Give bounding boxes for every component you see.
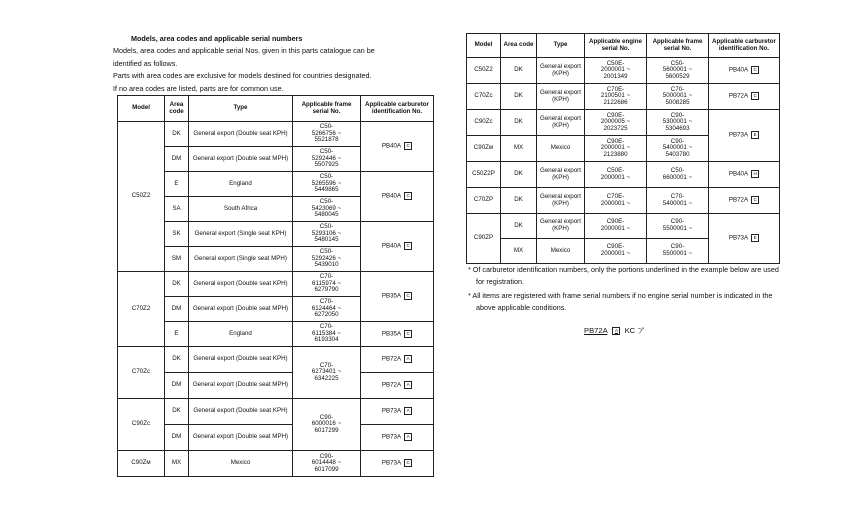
carb-cell: PB73A E (709, 214, 780, 264)
carb-cell: PB73A E (709, 110, 780, 162)
carb-mark-icon: C (404, 242, 412, 250)
model-cell: C50Z2 (118, 122, 165, 272)
serial-cell: C90- 6014448 ~ 6017099 (293, 451, 361, 477)
carb-mark-icon: A (404, 407, 412, 415)
serial-cell: C70- 6115974 ~ 6279790 (293, 272, 361, 297)
header-type: Type (189, 96, 293, 122)
table-header-row (118, 96, 434, 122)
frame-serial-cell: C90- 5400001 ~ 5403780 (647, 136, 709, 162)
model-cell: C70ZP (467, 188, 501, 214)
model-cell: C90Zм (467, 136, 501, 162)
serial-cell: C70- 6124464 ~ 6272050 (293, 297, 361, 322)
header-type: Type (537, 34, 585, 58)
header-engine-serial: Applicable engine serial No. (585, 34, 647, 58)
frame-serial-cell: C50- 5600001 ~ 5600529 (647, 58, 709, 84)
area-cell: E (165, 172, 189, 197)
carb-cell: PB40A C (709, 58, 780, 84)
frame-serial-cell: C90- 5500001 ~ (647, 239, 709, 264)
serial-cell: C50- 5266756 ~ 5521878 (293, 122, 361, 147)
carb-cell: PB72A C (709, 188, 780, 214)
intro-text (113, 33, 443, 95)
area-cell: DK (501, 58, 537, 84)
type-cell: General export (Double seat MPH) (189, 373, 293, 399)
area-cell: DK (165, 272, 189, 297)
model-cell: C70Zc (467, 84, 501, 110)
serial-cell: C70- 6273401 ~ 6342225 (293, 347, 361, 399)
area-cell: DK (501, 214, 537, 239)
frame-serial-table (117, 95, 434, 477)
table-row (118, 322, 434, 347)
table-row (467, 58, 780, 84)
carb-cell: PB72A A (361, 373, 434, 399)
header-area-code: Area code (165, 96, 189, 122)
table-row (467, 162, 780, 188)
type-cell: Mexico (189, 451, 293, 477)
table-row (118, 222, 434, 247)
header-area-code: Area code (501, 34, 537, 58)
type-cell: General export (KPH) (537, 84, 585, 110)
type-cell: General export (KPH) (537, 110, 585, 136)
carb-cell: PB40A C (361, 222, 434, 272)
engine-serial-cell: C50E- 2000001 ~ 2001349 (585, 58, 647, 84)
type-cell: General export (Double seat KPH) (189, 272, 293, 297)
frame-serial-cell: C50- 6600001 ~ (647, 162, 709, 188)
carb-cell: PB40A C (361, 122, 434, 172)
type-cell: South Africa (189, 197, 293, 222)
engine-serial-cell: C90E- 2000001 ~ (585, 214, 647, 239)
frame-serial-cell: C70- 5400001 ~ (647, 188, 709, 214)
type-cell: General export (Double seat KPH) (189, 347, 293, 373)
registration-example (584, 325, 645, 336)
area-cell: MX (501, 239, 537, 264)
table-row (118, 451, 434, 477)
type-cell: General export (Double seat KPH) (189, 122, 293, 147)
area-cell: DM (165, 297, 189, 322)
header-carb-id: Applicable carburetor identification No. (709, 34, 780, 58)
table-header-row (467, 34, 780, 58)
serial-cell: C50- 5292426 ~ 5439010 (293, 247, 361, 272)
carb-cell: PB40A C (361, 172, 434, 222)
header-model: Model (118, 96, 165, 122)
carb-mark-icon: C (751, 92, 759, 100)
serial-cell: C50- 5423069 ~ 5480045 (293, 197, 361, 222)
area-cell: DK (501, 162, 537, 188)
frame-serial-cell: C90- 5500001 ~ (647, 214, 709, 239)
intro-line: identified as follows. (113, 58, 178, 68)
table-row (467, 188, 780, 214)
table-row (118, 399, 434, 425)
carb-mark-icon: C (404, 459, 412, 467)
header-frame-serial: Applicable frame serial No. (647, 34, 709, 58)
table-row (118, 172, 434, 197)
intro-line: Parts with area codes are exclusive for models destined for countries designated. (113, 71, 372, 81)
footnote: * All items are registered with frame serial numbers if no engine serial number is indicated in the above applicable conditions. (468, 290, 773, 313)
model-cell: C90ZP (467, 214, 501, 264)
carb-cell: PB35A C (361, 272, 434, 322)
example-mark-icon: A (612, 327, 620, 335)
carb-cell: PB73A C (361, 451, 434, 477)
type-cell: General export (KPH) (537, 188, 585, 214)
type-cell: General export (Double seat MPH) (189, 425, 293, 451)
footnote: * Of carburetor identification numbers, only the portions underlined in the example below are used for registration. (468, 265, 779, 287)
model-cell: C70Zc (118, 347, 165, 399)
carb-mark-icon: A (404, 433, 412, 441)
model-cell: C90Zc (467, 110, 501, 136)
type-cell: Mexico (537, 136, 585, 162)
model-cell: C90Zc (118, 399, 165, 451)
carb-mark-icon: H (751, 170, 759, 178)
model-cell: C50Z2P (467, 162, 501, 188)
table-row (467, 110, 780, 136)
type-cell: General export (KPH) (537, 58, 585, 84)
serial-cell: C50- 5293106 ~ 5480145 (293, 222, 361, 247)
model-cell: C50Z2 (467, 58, 501, 84)
area-cell: DM (165, 373, 189, 399)
carb-cell: PB35A C (361, 322, 434, 347)
carb-mark-icon: C (404, 142, 412, 150)
table-row (467, 84, 780, 110)
carb-cell: PB73A A (361, 425, 434, 451)
intro-heading: Models, area codes and applicable serial numbers (131, 34, 303, 43)
area-cell: DM (165, 425, 189, 451)
engine-serial-cell: C90E- 2000005 ~ 2023725 (585, 110, 647, 136)
carb-mark-icon: C (751, 196, 759, 204)
carb-cell: PB73A A (361, 399, 434, 425)
type-cell: General export (Single seat KPH) (189, 222, 293, 247)
carb-cell: PB72A C (709, 84, 780, 110)
frame-serial-cell: C90- 5300001 ~ 5304693 (647, 110, 709, 136)
area-cell: SM (165, 247, 189, 272)
carb-mark-icon: E (751, 131, 759, 139)
area-cell: E (165, 322, 189, 347)
engine-serial-cell: C50E- 2000001 ~ (585, 162, 647, 188)
table-row (118, 347, 434, 373)
frame-serial-cell: C70- 5000001 ~ 5008285 (647, 84, 709, 110)
type-cell: England (189, 322, 293, 347)
serial-cell: C50- 5292446 ~ 5507925 (293, 147, 361, 172)
type-cell: England (189, 172, 293, 197)
engine-serial-cell: C70E- 2000001 ~ (585, 188, 647, 214)
carb-mark-icon: C (404, 192, 412, 200)
carb-mark-icon: C (751, 66, 759, 74)
engine-serial-cell: C90E- 2000001 ~ 2123880 (585, 136, 647, 162)
engine-serial-cell: C70E- 2100501 ~ 2122686 (585, 84, 647, 110)
example-suffix: KC ア (624, 326, 645, 335)
area-cell: DK (501, 110, 537, 136)
header-model: Model (467, 34, 501, 58)
table-row (118, 122, 434, 147)
table-row (467, 214, 780, 239)
model-cell: C70Z2 (118, 272, 165, 347)
area-cell: SA (165, 197, 189, 222)
table-row (118, 272, 434, 297)
example-code: PB72A (584, 326, 608, 335)
engine-serial-table (466, 33, 780, 264)
carb-mark-icon: E (751, 234, 759, 242)
serial-cell: C90- 6000016 ~ 6017299 (293, 399, 361, 451)
intro-line: If no area codes are listed, parts are for common use. (113, 83, 284, 93)
type-cell: General export (KPH) (537, 162, 585, 188)
carb-cell: PB72A A (361, 347, 434, 373)
area-cell: SK (165, 222, 189, 247)
carb-mark-icon: C (404, 292, 412, 300)
type-cell: Mexico (537, 239, 585, 264)
header-frame-serial: Applicable frame serial No. (293, 96, 361, 122)
serial-cell: C50- 5265596 ~ 5449865 (293, 172, 361, 197)
carb-cell: PB40A H (709, 162, 780, 188)
area-cell: DK (501, 188, 537, 214)
type-cell: General export (Double seat MPH) (189, 147, 293, 172)
table-row (118, 425, 434, 451)
type-cell: General export (Double seat MPH) (189, 297, 293, 322)
area-cell: DK (501, 84, 537, 110)
area-cell: DK (165, 122, 189, 147)
type-cell: General export (KPH) (537, 214, 585, 239)
area-cell: DM (165, 147, 189, 172)
area-cell: MX (501, 136, 537, 162)
serial-cell: C70- 6115384 ~ 6193304 (293, 322, 361, 347)
intro-line: Models, area codes and applicable serial Nos. given in this parts catalogue can be (113, 46, 375, 56)
engine-serial-cell: C90E- 2000001 ~ (585, 239, 647, 264)
area-cell: MX (165, 451, 189, 477)
carb-mark-icon: C (404, 330, 412, 338)
model-cell: C90Zм (118, 451, 165, 477)
carb-mark-icon: A (404, 355, 412, 363)
area-cell: DK (165, 347, 189, 373)
table-row (118, 373, 434, 399)
footnotes (468, 264, 788, 316)
header-carb-id: Applicable carburetor identification No. (361, 96, 434, 122)
area-cell: DK (165, 399, 189, 425)
type-cell: General export (Double seat KPH) (189, 399, 293, 425)
carb-mark-icon: A (404, 381, 412, 389)
type-cell: General export (Single seat MPH) (189, 247, 293, 272)
